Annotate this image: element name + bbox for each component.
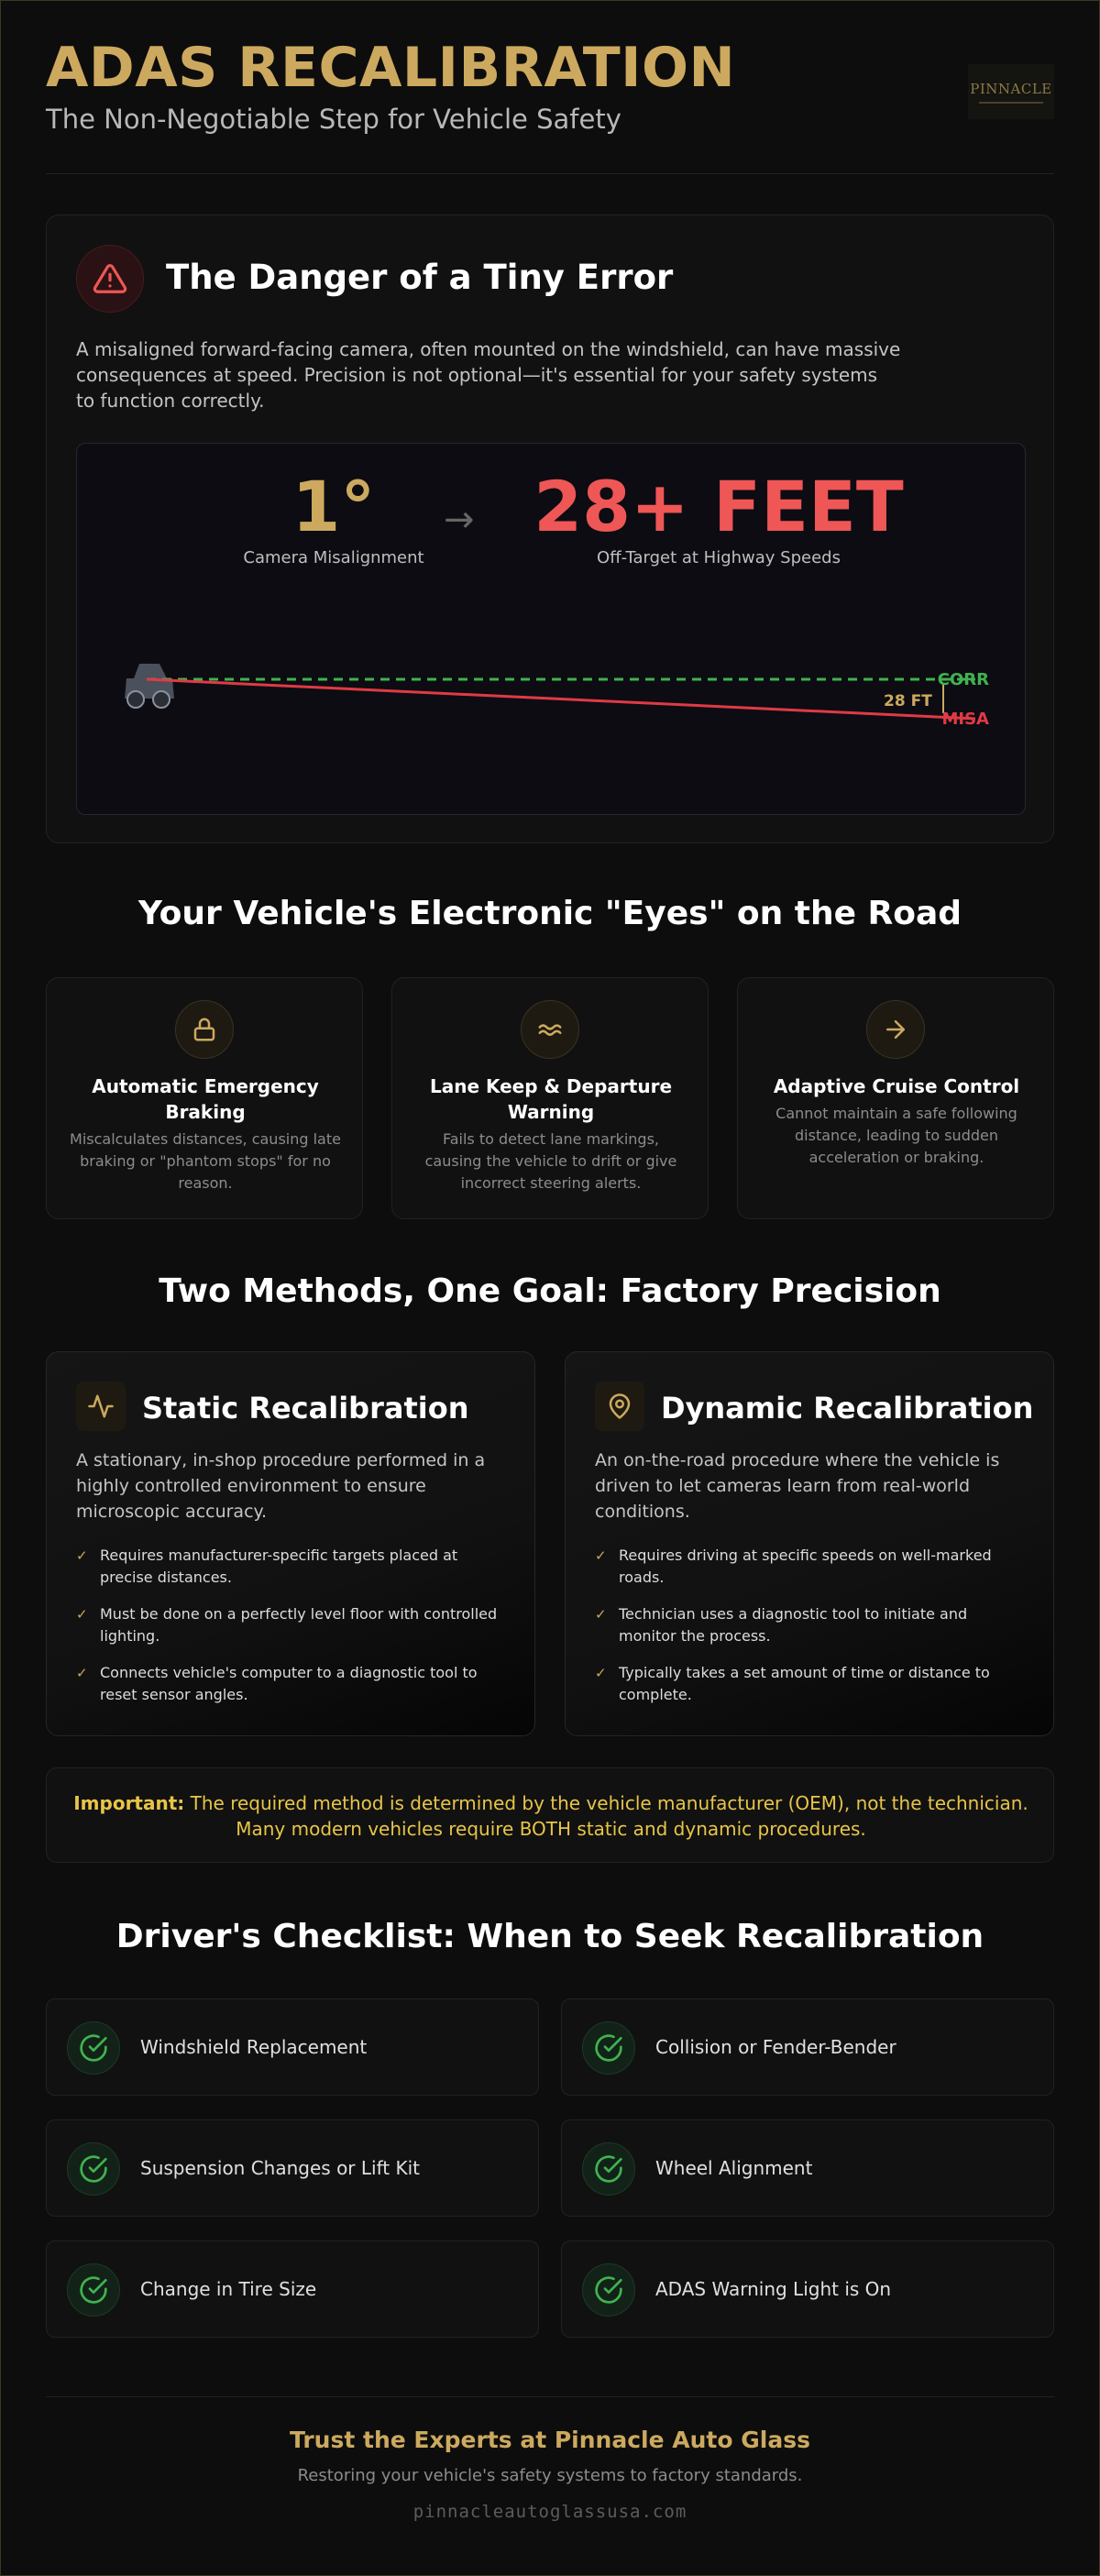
stat-offtarget-label: Off-Target at Highway Speeds	[597, 548, 841, 567]
static-method-list	[76, 1545, 507, 1721]
check-circle-icon	[582, 2021, 635, 2075]
misaligned-label: MISA	[941, 710, 989, 729]
danger-description: A misaligned forward-facing camera, often mounted on the windshield, can have massive consequences at speed. Precision is not optional—it's essential for your safety systems to function correctly.	[76, 338, 901, 412]
static-method-card	[46, 1351, 535, 1736]
stat-misalignment-value: 1°	[292, 466, 376, 547]
check-icon: ✓	[595, 1606, 607, 1623]
logo-underline	[979, 102, 1043, 104]
important-label: Important:	[73, 1792, 185, 1814]
feature-description: Miscalculates distances, causing late braking or "phantom stops" for no reason.	[70, 1130, 341, 1192]
feature-title: Automatic Emergency Braking	[92, 1075, 319, 1123]
checklist-label: Wheel Alignment	[655, 2157, 813, 2179]
check-icon: ✓	[595, 1665, 607, 1681]
check-icon: ✓	[76, 1606, 88, 1623]
checklist-label: Collision or Fender-Bender	[655, 2036, 896, 2058]
arrow-right-icon	[866, 1000, 925, 1059]
check-icon: ✓	[76, 1665, 88, 1681]
page-header	[46, 37, 1054, 174]
dynamic-method-card	[565, 1351, 1054, 1736]
footer-title: Trust the Experts at Pinnacle Auto Glass	[290, 2427, 810, 2453]
checklist-label: Windshield Replacement	[140, 2036, 368, 2058]
waves-icon	[521, 1000, 579, 1059]
list-item: ✓ Must be done on a perfectly level floor with controlled lighting.	[76, 1605, 498, 1645]
checklist-section-title: Driver's Checklist: When to Seek Recalibration	[116, 1918, 984, 1955]
check-circle-icon	[582, 2142, 635, 2196]
misalignment-stats-panel	[76, 443, 1026, 815]
footer-url[interactable]: pinnacleautoglassusa.com	[412, 2502, 688, 2522]
checklist-label: ADAS Warning Light is On	[655, 2278, 892, 2300]
warning-triangle-icon	[76, 245, 144, 313]
feature-description: Fails to detect lane markings, causing the vehicle to drift or give incorrect steering alerts.	[424, 1130, 677, 1192]
checklist-label: Change in Tire Size	[140, 2278, 317, 2300]
check-circle-icon	[67, 2021, 120, 2075]
page-title: ADAS RECALIBRATION	[46, 36, 736, 100]
check-circle-icon	[582, 2263, 635, 2317]
feature-card-lane-keep	[391, 977, 709, 1219]
feature-title: Lane Keep & Departure Warning	[429, 1075, 673, 1123]
list-item: ✓ Connects vehicle's computer to a diagnostic tool to reset sensor angles.	[76, 1664, 478, 1703]
check-icon: ✓	[76, 1547, 88, 1564]
correct-label: CORR	[937, 670, 989, 689]
feature-card-acc	[737, 977, 1054, 1219]
important-note	[46, 1767, 1054, 1863]
checklist-item	[561, 1998, 1054, 2096]
danger-title: The Danger of a Tiny Error	[166, 258, 674, 297]
misaligned-path-line	[147, 679, 975, 719]
feature-card-aeb	[46, 977, 363, 1219]
lock-icon	[175, 1000, 234, 1059]
list-item: ✓ Typically takes a set amount of time or distance to complete.	[595, 1664, 990, 1703]
feature-title: Adaptive Cruise Control	[773, 1075, 1020, 1097]
page-footer	[46, 2396, 1054, 2534]
checklist-item	[46, 2240, 539, 2338]
feature-description: Cannot maintain a safe following distance, leading to sudden acceleration or braking.	[776, 1105, 1018, 1166]
checklist-item	[46, 2119, 539, 2217]
list-item: ✓ Technician uses a diagnostic tool to initiate and monitor the process.	[595, 1605, 968, 1645]
checklist-item	[46, 1998, 539, 2096]
stat-misalignment-label: Camera Misalignment	[243, 548, 424, 567]
activity-icon	[76, 1382, 126, 1431]
offset-label: 28 FT	[884, 692, 932, 710]
checklist-item	[561, 2119, 1054, 2217]
dynamic-method-list	[595, 1545, 1026, 1721]
eyes-section-title: Your Vehicle's Electronic "Eyes" on the Road	[138, 895, 962, 932]
car-icon	[125, 664, 174, 708]
logo-text: PINNACLE	[970, 80, 1052, 97]
arrow-right-icon: →	[444, 499, 475, 541]
check-circle-icon	[67, 2142, 120, 2196]
important-text: Important: The required method is determined by the vehicle manufacturer (OEM), not the technician. Many modern vehicles require BOTH static and dynamic procedures.	[73, 1792, 1028, 1840]
dynamic-method-description: An on-the-road procedure where the vehicle is driven to let cameras learn from real-world conditions.	[595, 1450, 1000, 1522]
checklist-item	[561, 2240, 1054, 2338]
static-method-title: Static Recalibration	[142, 1391, 469, 1426]
footer-subtitle: Restoring your vehicle's safety systems to factory standards.	[297, 2466, 803, 2485]
page-subtitle: The Non-Negotiable Step for Vehicle Safety	[46, 104, 622, 135]
check-icon: ✓	[595, 1547, 607, 1564]
misalignment-diagram	[114, 645, 990, 783]
checklist-label: Suspension Changes or Lift Kit	[140, 2157, 420, 2179]
static-method-description: A stationary, in-shop procedure performed in a highly controlled environment to ensure microscopic accuracy.	[76, 1450, 486, 1522]
methods-section-title: Two Methods, One Goal: Factory Precision	[159, 1272, 941, 1310]
danger-section	[46, 215, 1054, 843]
list-item: ✓ Requires manufacturer-specific targets placed at precise distances.	[76, 1547, 458, 1586]
pinnacle-logo	[968, 64, 1054, 119]
stat-offtarget-value: 28+ FEET	[534, 466, 904, 547]
map-pin-icon	[595, 1382, 644, 1431]
check-circle-icon	[67, 2263, 120, 2317]
dynamic-method-title: Dynamic Recalibration	[661, 1391, 1034, 1426]
list-item: ✓ Requires driving at specific speeds on well-marked roads.	[595, 1547, 992, 1586]
